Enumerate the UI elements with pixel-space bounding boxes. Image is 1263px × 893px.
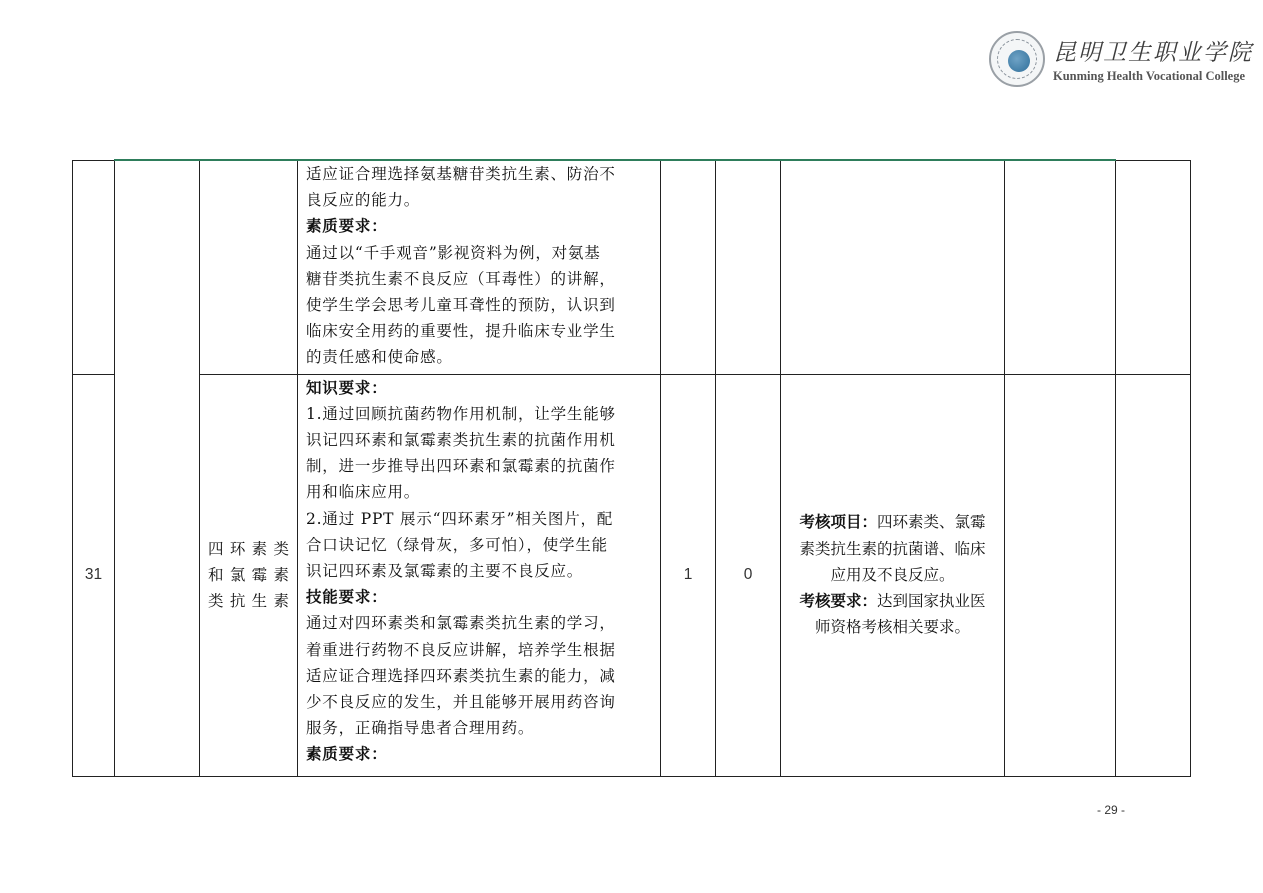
content-line: 良反应的能力。: [306, 191, 421, 210]
assessment-cell: [781, 160, 1005, 374]
content-line: 服务，正确指导患者合理用药。: [306, 719, 535, 738]
content-line: 少不良反应的发生，并且能够开展用药咨询: [306, 692, 616, 711]
assessment-cell: [781, 374, 1005, 776]
hours-cell: [661, 160, 716, 374]
content-line: 合口诀记忆（绿骨灰，多可怕），使学生能: [306, 535, 608, 554]
table-row: [73, 374, 1191, 776]
assess-item-line: 素类抗生素的抗菌谱、临床: [799, 539, 986, 558]
blank-cell: [1005, 374, 1116, 776]
content-line: 使学生学会思考儿童耳聋性的预防，认识到: [306, 296, 616, 315]
topic-line: 类抗生素: [208, 592, 289, 611]
content-line: 着重进行药物不良反应讲解，培养学生根据: [306, 640, 616, 659]
number-cell: [73, 160, 115, 374]
assess-req-line: [789, 588, 996, 614]
module-cell: [115, 160, 200, 776]
topic-cell: [200, 160, 298, 374]
assess-req-line: 师资格考核相关要求。: [814, 618, 970, 637]
content-line: 临床安全用药的重要性，提升临床专业学生: [306, 322, 616, 341]
assess-req-label: 考核要求：: [799, 591, 877, 611]
assess-item-label: 考核项目：: [799, 512, 877, 532]
hours-cell: [716, 160, 781, 374]
college-name-cn: 昆明卫生职业学院: [1053, 40, 1253, 66]
practice-hours: 0: [716, 374, 781, 776]
college-logo: [989, 31, 1253, 89]
content-line: 糖苷类抗生素不良反应（耳毒性）的讲解，: [306, 269, 616, 288]
table-row: [73, 160, 1191, 374]
assess-item-text: 四环素类、氯霉: [877, 513, 986, 532]
content-line: 识记四环素及氯霉素的主要不良反应。: [306, 561, 584, 580]
topic-cell: [200, 374, 298, 776]
topic-line: 和氯霉素: [208, 565, 289, 584]
content-line: 1.通过回顾抗菌药物作用机制，让学生能够: [306, 404, 616, 423]
assess-req-text: 达到国家执业医: [877, 592, 986, 611]
blank-cell: [1116, 160, 1191, 374]
theory-hours: 1: [661, 374, 716, 776]
content-line: 通过以“千手观音”影视资料为例，对氨基: [306, 243, 601, 262]
topic-line: 四环素类: [208, 539, 289, 558]
course-content-table: [72, 159, 1191, 777]
blank-cell: [1116, 374, 1191, 776]
content-line: 用和临床应用。: [306, 483, 421, 502]
college-name-en: Kunming Health Vocational College: [1053, 69, 1246, 83]
section-heading: 素质要求：: [306, 216, 388, 236]
page-number: - 29 -: [1097, 803, 1126, 817]
content-cell: [298, 160, 661, 374]
content-line: 识记四环素和氯霉素类抗生素的抗菌作用机: [306, 430, 616, 449]
content-line: 制，进一步推导出四环素和氯霉素的抗菌作: [306, 457, 616, 476]
assess-item-line: 应用及不良反应。: [830, 565, 955, 584]
assess-item-line: [789, 509, 996, 535]
content-cell: [298, 374, 661, 776]
section-heading: 素质要求：: [306, 744, 388, 764]
blank-cell: [1005, 160, 1116, 374]
content-line: 2.通过 PPT 展示“四环素牙”相关图片，配: [306, 509, 614, 528]
section-heading: 技能要求：: [306, 587, 388, 607]
content-line: 通过对四环素类和氯霉素类抗生素的学习，: [306, 614, 616, 633]
content-line: 适应证合理选择四环素类抗生素的能力，减: [306, 666, 616, 685]
content-line: 的责任感和使命感。: [306, 348, 453, 367]
section-heading: 知识要求：: [306, 377, 388, 397]
content-line: 适应证合理选择氨基糖苷类抗生素、防治不: [306, 165, 616, 183]
college-seal-icon: [989, 31, 1045, 87]
row-number: 31: [73, 374, 115, 776]
